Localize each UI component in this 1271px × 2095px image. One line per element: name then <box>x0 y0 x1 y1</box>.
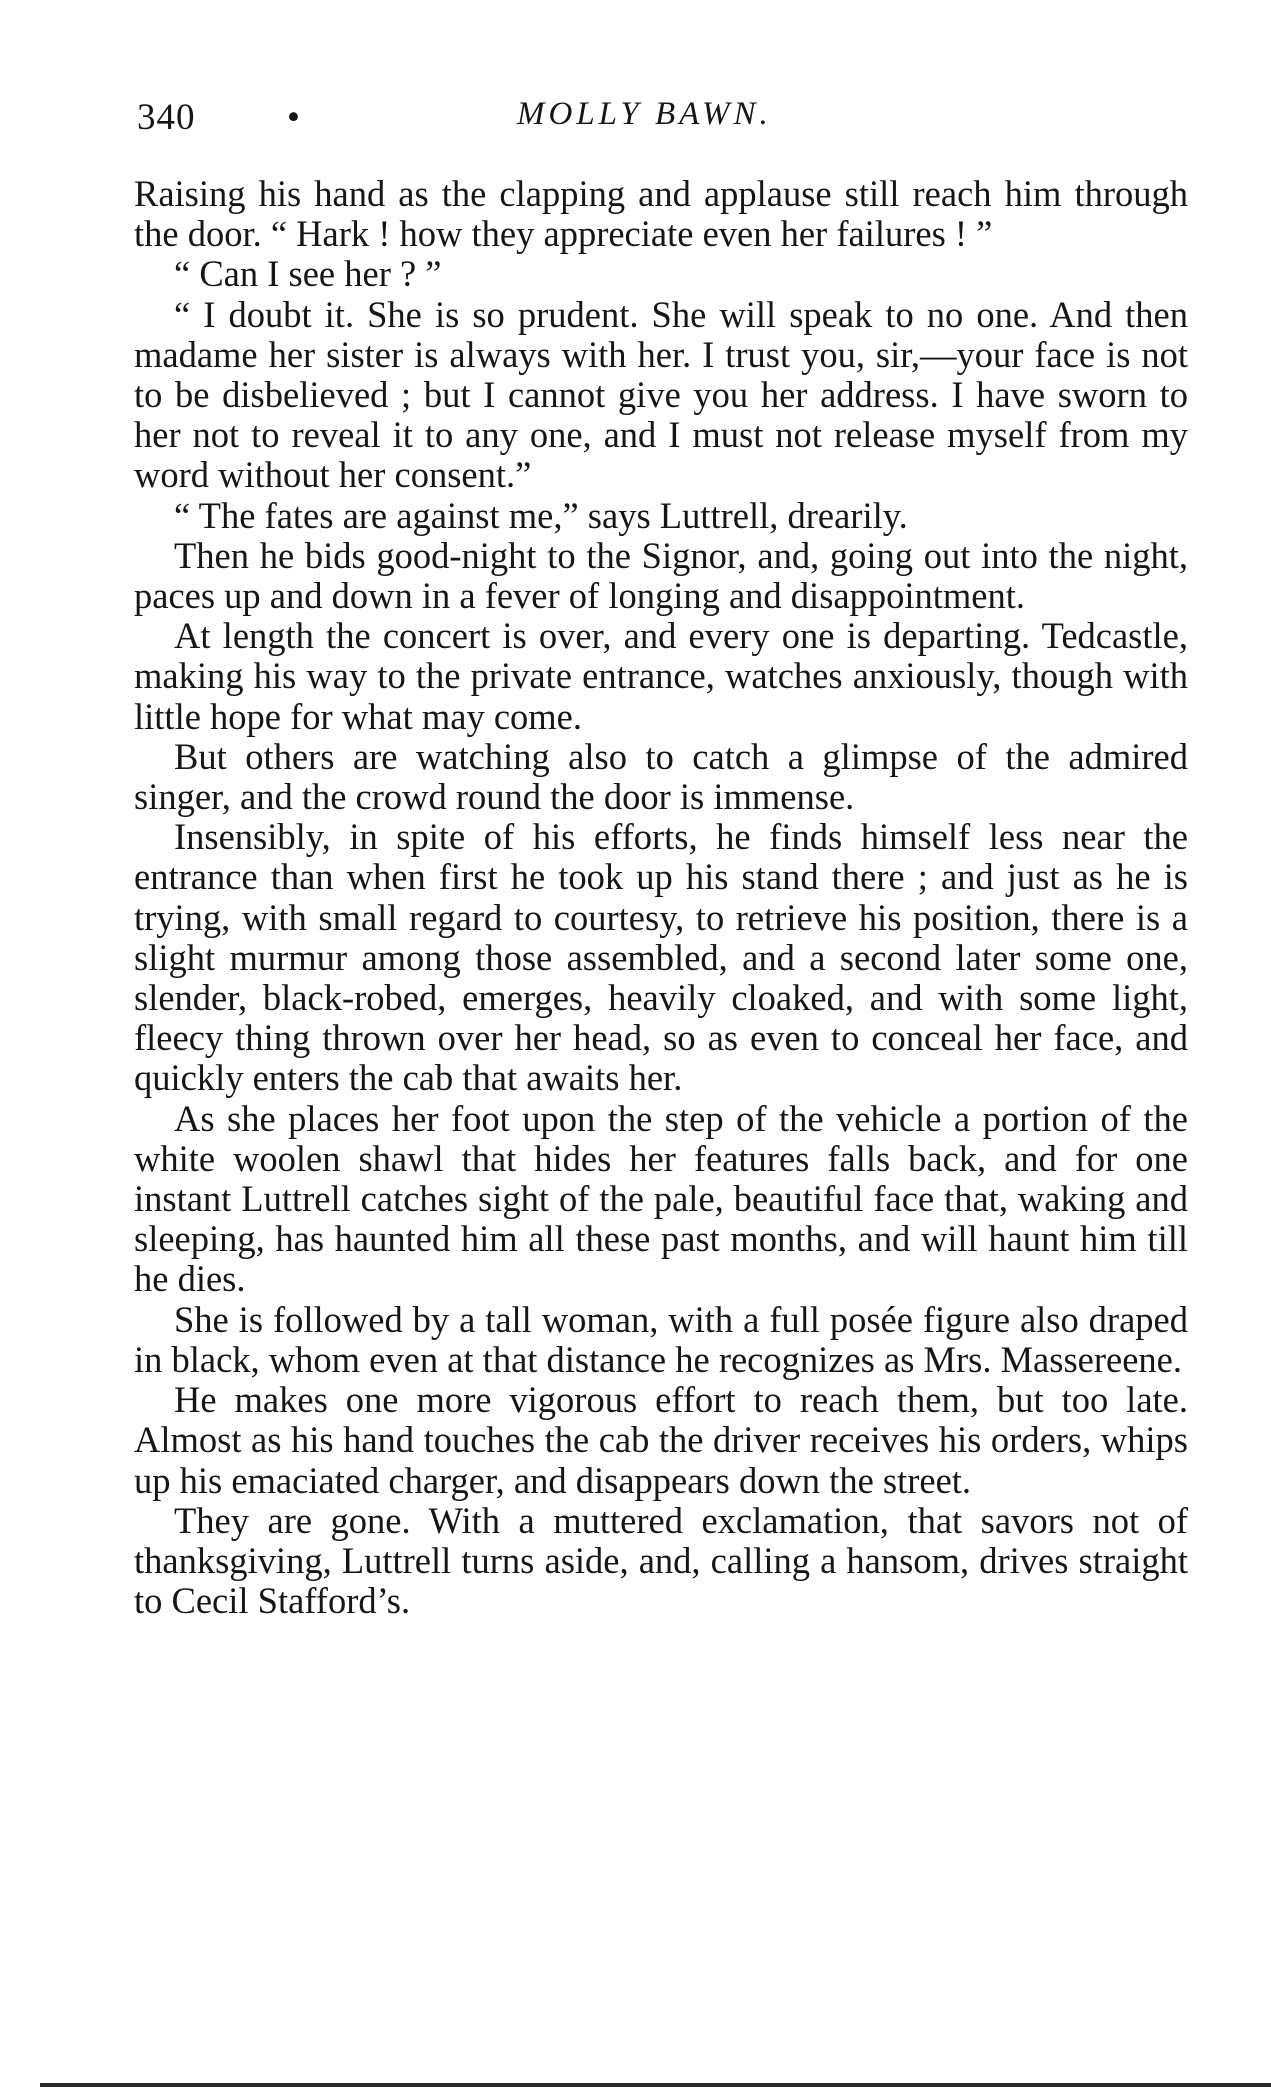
paragraph: At length the concert is over, and every one is departing. Tedcastle, making his way to the private entrance, watches anxiously, though with little hope for what may come. <box>134 615 1188 737</box>
header-dot: • <box>287 97 300 138</box>
paragraph: As she places her foot upon the step of the vehicle a portion of the white woolen shawl that hides her features falls back, and for one instant Luttrell catches sight of the pale, beautiful face that, waking and sleeping, has haunted him all these past months, and will haunt him till he dies. <box>134 1097 1188 1300</box>
paragraph: Insensibly, in spite of his efforts, he finds himself less near the entrance than when first he took up his stand there ; and just as he is trying, with small regard to courtesy, to retrieve his position, there is a slight murmur among those assembled, and a second later some one, slender, black-robed, emerges, heavily cloaked, and with some light, fleecy thing thrown over her head, so as even to conceal her face, and quickly enters the cab that awaits her. <box>134 816 1188 1099</box>
paragraph: “ I doubt it. She is so prudent. She will speak to no one. And then madame her sister is always with her. I trust you, sir,—your face is not to be disbelieved ; but I cannot give you her address. I have sworn to her not to reveal it to any one, and I must not release myself from my word without her consent.” <box>134 293 1188 496</box>
paragraph: Raising his hand as the clapping and applause still reach him through the door. “ Hark ! how they appreciate even her failures ! ” <box>134 173 1188 255</box>
bottom-rule <box>40 2083 1271 2087</box>
paragraph: She is followed by a tall woman, with a full posée figure also draped in black, whom even at that distance he recognizes as Mrs. Massereene. <box>134 1298 1188 1380</box>
running-header <box>137 96 1187 146</box>
page-number: 340 <box>137 97 196 138</box>
paragraph: “ The fates are against me,” says Luttrell, drearily. <box>174 494 908 536</box>
paragraph: He makes one more vigorous effort to reach them, but too late. Almost as his hand touches the cab the driver receives his orders, whips up his emaciated charger, and disappears down the street. <box>134 1379 1188 1501</box>
paragraph: They are gone. With a muttered exclamation, that savors not of thanksgiving, Luttrell turns aside, and, calling a hansom, drives straight to Cecil Stafford’s. <box>134 1499 1188 1622</box>
running-title: MOLLY BAWN. <box>517 96 772 132</box>
paragraph: Then he bids good-night to the Signor, and, going out into the night, paces up and down in a fever of longing and disappointment. <box>134 534 1188 617</box>
body-text <box>134 174 1188 1621</box>
paragraph: “ Can I see her ? ” <box>174 253 442 295</box>
paragraph: But others are watching also to catch a glimpse of the admired singer, and the crowd round the door is immense. <box>134 735 1188 818</box>
